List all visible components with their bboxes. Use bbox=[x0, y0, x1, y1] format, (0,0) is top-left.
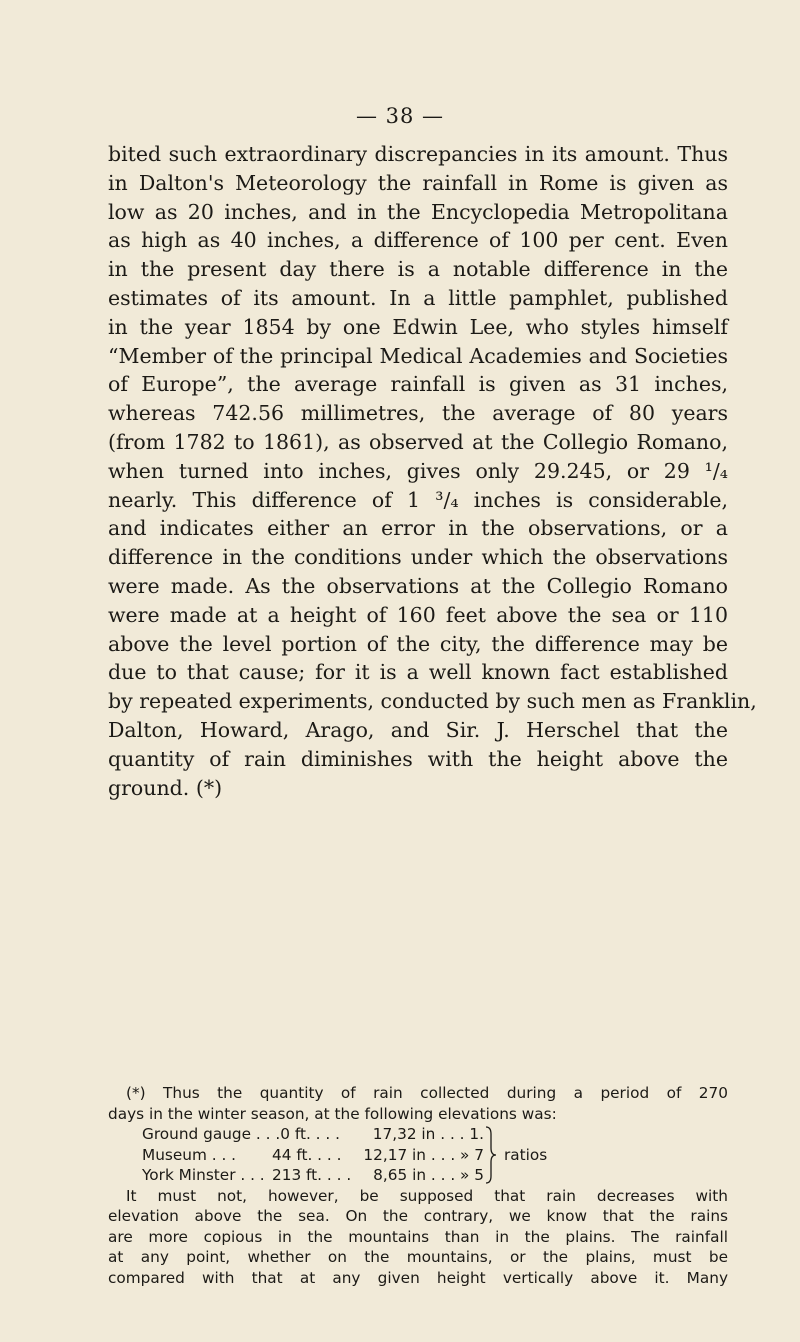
page-number: — 38 — bbox=[355, 104, 445, 128]
footnote-line: are more copious in the mountains than in the plains. The rainfall bbox=[108, 1227, 728, 1246]
body-line: of Europe”, the average rainfall is given as 31 inches, bbox=[108, 372, 728, 397]
table-cell-height: 44 ft. . . . bbox=[272, 1145, 342, 1164]
table-cell-height: 213 ft. . . . bbox=[272, 1166, 352, 1184]
footnote-line: It must not, however, be supposed that rain decreases with bbox=[126, 1186, 728, 1205]
table-cell-quantity: 8,65 in . . . » 5 bbox=[373, 1166, 484, 1184]
footnote-line: elevation above the sea. On the contrary, we know that the rains bbox=[108, 1207, 728, 1225]
footnote-line: at any point, whether on the mountains, or the plains, must be bbox=[108, 1248, 728, 1266]
footnote-line: compared with that at any given height vertically above it. Many bbox=[108, 1268, 728, 1287]
body-line: when turned into inches, gives only 29.245, or 29 ¹/₄ bbox=[108, 458, 728, 483]
body-line: low as 20 inches, and in the Encyclopedia Metropolitana bbox=[108, 199, 728, 224]
table-cell-place: York Minster . . . bbox=[142, 1166, 265, 1184]
body-line: (from 1782 to 1861), as observed at the Collegio Romano, bbox=[108, 429, 728, 454]
body-line: in the present day there is a notable difference in the bbox=[108, 257, 728, 282]
table-cell-quantity: 17,32 in . . . 1. bbox=[372, 1125, 484, 1143]
body-line: were made. As the observations at the Collegio Romano bbox=[108, 573, 728, 598]
footnote-line: (*) Thus the quantity of rain collected during a period of 270 bbox=[126, 1084, 728, 1102]
body-line: Dalton, Howard, Arago, and Sir. J. Herschel that the bbox=[108, 717, 728, 742]
body-line: due to that cause; for it is a well known fact established bbox=[108, 660, 728, 685]
body-line: were made at a height of 160 feet above the sea or 110 bbox=[108, 602, 728, 627]
body-line: above the level portion of the city, the difference may be bbox=[108, 631, 728, 656]
body-line: nearly. This difference of 1 ³/₄ inches is considerable, bbox=[108, 487, 728, 512]
rain-elevation-table bbox=[108, 1124, 728, 1186]
body-text bbox=[108, 140, 757, 802]
body-line: in Dalton's Meteorology the rainfall in Rome is given as bbox=[108, 170, 728, 195]
footnote-line: days in the winter season, at the following elevations was: bbox=[108, 1104, 557, 1123]
right-brace-icon bbox=[484, 1124, 504, 1186]
body-line: estimates of its amount. In a little pamphlet, published bbox=[108, 285, 728, 310]
body-line: whereas 742.56 millimetres, the average of 80 years bbox=[108, 401, 728, 426]
footnote bbox=[108, 1083, 728, 1288]
ratios-label: ratios bbox=[504, 1145, 548, 1164]
table-cell-place: Ground gauge . . . bbox=[142, 1125, 281, 1143]
table-cell-height: 0 ft. . . . bbox=[280, 1125, 340, 1143]
body-line: ground. (*) bbox=[108, 775, 223, 800]
body-line: bited such extraordinary discrepancies in its amount. Thus bbox=[108, 142, 728, 166]
body-line: by repeated experiments, conducted by such men as Franklin, bbox=[108, 689, 757, 714]
body-line: and indicates either an error in the observations, or a bbox=[108, 516, 728, 541]
body-line: difference in the conditions under which the observations bbox=[108, 545, 728, 570]
body-line: quantity of rain diminishes with the height above the bbox=[108, 746, 728, 771]
body-line: as high as 40 inches, a difference of 100 per cent. Even bbox=[108, 228, 728, 253]
body-line: in the year 1854 by one Edwin Lee, who styles himself bbox=[108, 314, 728, 339]
table-cell-quantity: 12,17 in . . . » 7 bbox=[363, 1145, 484, 1164]
table-cell-place: Museum . . . bbox=[142, 1145, 237, 1164]
body-line: “Member of the principal Medical Academies and Societies bbox=[108, 343, 728, 368]
